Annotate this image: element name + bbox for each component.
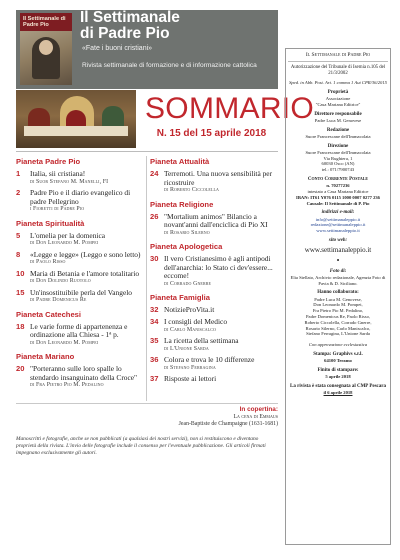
- article-author: di Stefano Ferragina: [164, 364, 216, 371]
- article-title: Maria di Betania e l'amore totalitario: [30, 268, 140, 278]
- toc-entry[interactable]: [16, 231, 144, 248]
- toc-entry[interactable]: [150, 254, 280, 288]
- page-number: 26: [150, 211, 159, 221]
- colophon-ccp-holder: intestato a Casa Mariana Editrice: [307, 188, 369, 194]
- page-number: 15: [16, 287, 25, 297]
- toc-entry[interactable]: [150, 305, 280, 315]
- page-number: 30: [150, 254, 159, 264]
- article-title: Colora e trova le 10 differenze: [164, 354, 255, 364]
- magazine-title-line2: di Padre Pio: [80, 25, 170, 42]
- toc-entry[interactable]: [150, 169, 280, 195]
- page-number: 5: [16, 230, 21, 240]
- divider: [16, 403, 278, 404]
- toc-right-column: [150, 156, 280, 384]
- issue-number: N. 15 del 15 aprile 2018: [156, 128, 267, 139]
- toc-entry[interactable]: [150, 212, 280, 238]
- divider: [16, 151, 278, 152]
- article-author: i Fioretti di Padre Pio: [30, 206, 85, 213]
- colophon-collaborator: Don Leonardo M. Pompei,: [313, 302, 363, 308]
- magazine-motto: «Fate i buoni cristiani»: [82, 45, 153, 52]
- article-author: di Don Dolindo Ruotolo: [30, 278, 91, 285]
- cover-credit-title: La cena di Emmaus: [233, 414, 278, 420]
- article-author: di Carlo Maniscalco: [164, 326, 217, 333]
- colophon-redazione-heading: Redazione: [326, 127, 350, 133]
- cover-credit: [150, 406, 278, 429]
- colophon: [288, 52, 388, 396]
- colophon-direzione-line: Suore Francescane dell'Immacolata: [305, 149, 371, 155]
- colophon-photos-heading: Foto di:: [329, 268, 347, 274]
- toc-entry[interactable]: [16, 288, 144, 305]
- article-author: di Padre Domenicus Re: [30, 297, 87, 304]
- colophon-ccp-heading: Conto Corrente Postale: [307, 176, 369, 182]
- toc-entry-body: [30, 289, 144, 305]
- article-author: di L'Unione Sarda: [164, 345, 209, 352]
- colophon-direzione-line: 60030 Osco (AN): [321, 161, 355, 167]
- colophon-direzione-line: Via Rughiera, 1: [323, 155, 353, 161]
- page-number: 37: [150, 373, 159, 383]
- colophon-collaborator: Rosario Silerno, Carlo Maniscalco,: [305, 325, 371, 331]
- colophon-autorizzazione: Autorizzazione del Tribunale di Isernia n.105 del 21/3/2002: [290, 65, 386, 76]
- colophon-direttore-heading: Direttore responsabile: [314, 111, 362, 117]
- toc-entry-body: [164, 318, 280, 334]
- colophon-causale: Causale: Il Settimanale di P. Pio: [306, 200, 370, 206]
- colophon-collaborator: Padre Domenicus Re, Paolo Risso,: [305, 313, 371, 319]
- colophon-collaborators-heading: Hanno collaborato:: [317, 290, 359, 296]
- magazine-description: Rivista settimanale di formazione e di informazione cattolica: [82, 62, 257, 69]
- colophon-direzione-heading: Direzione: [327, 143, 349, 149]
- toc-entry-body: [164, 255, 280, 288]
- colophon-redazione: Suore Francescane dell'Immacolata: [305, 133, 371, 139]
- toc-entry-body: [164, 375, 280, 384]
- cover-thumbnail-text: Il Settimanale di Padre Pio: [23, 16, 66, 29]
- article-author: di Paolo Risso: [30, 259, 66, 266]
- article-title: «Legge e legge» (Leggo e sono letto): [30, 249, 141, 259]
- toc-entry-body: [164, 356, 280, 372]
- toc-entry-body: [164, 306, 280, 315]
- article-title: I consigli del Medico: [164, 316, 228, 326]
- colophon-printed-heading: Finito di stampare:: [317, 367, 359, 373]
- article-title: Il vero Cristianesimo è agli antipodi dell'anarchia: lo Stato ci dev'essere... eccome!: [164, 254, 273, 281]
- colophon-ccp-number: n. 70277236: [326, 183, 350, 189]
- colophon-email-link[interactable]: info@settimanaleppio.it: [315, 216, 361, 222]
- section-heading: Pianeta Mariano: [16, 352, 75, 362]
- colophon-site-heading: sito web:: [328, 237, 348, 243]
- page-number: 2: [16, 188, 21, 197]
- separator-dot: •: [336, 255, 340, 265]
- colophon-proprieta-heading: Proprietà: [327, 89, 349, 95]
- column-divider: [146, 156, 147, 401]
- toc-entry-body: [30, 365, 144, 390]
- section-heading: Pianeta Padre Pio: [16, 157, 81, 166]
- toc-entry[interactable]: [150, 336, 280, 353]
- article-author: di Corrado Gnerre: [164, 280, 212, 287]
- colophon-proprieta: Associazione: [325, 96, 351, 101]
- toc-entry-body: [30, 323, 144, 348]
- article-author: di Suor Stefano M. Manelli, FI: [30, 178, 109, 185]
- toc-entry-body: [30, 189, 144, 214]
- section-heading: Pianeta Famiglia: [150, 293, 210, 303]
- toc-entry-body: [164, 213, 280, 238]
- toc-entry[interactable]: [150, 355, 280, 372]
- article-title: La ricetta della settimana: [164, 335, 239, 345]
- article-title: Padre Pio e il diario evangelico di padre Pellegrino: [30, 188, 131, 206]
- page-number: 8: [16, 249, 21, 259]
- article-author: di Rosario Silerno: [164, 229, 210, 236]
- article-author: di Fra Pietro Pio M. Pedalino: [30, 382, 104, 389]
- page-number: 36: [150, 354, 159, 364]
- toc-entry-body: [30, 251, 144, 267]
- colophon-direzione-phone: tel.: 071/7900743: [321, 167, 355, 173]
- toc-entry[interactable]: [16, 250, 144, 267]
- article-title: Italia, sii cristiana!: [30, 169, 86, 178]
- toc-entry[interactable]: [16, 169, 144, 186]
- cover-painting-image: [16, 90, 136, 148]
- article-title: Terremoti. Una nuova sensibilità per ricostruire: [164, 169, 273, 187]
- colophon-approval: Con approvazione ecclesiastica: [308, 342, 368, 348]
- page-number: 20: [16, 364, 25, 374]
- cover-credit-artist: Jean-Baptiste de Champaigne (1631-1681): [178, 421, 278, 428]
- toc-entry[interactable]: [16, 322, 144, 348]
- article-title: L'omelia per la domenica: [30, 230, 105, 240]
- toc-entry[interactable]: [150, 374, 280, 384]
- section-heading: Pianeta Catechesi: [16, 309, 81, 319]
- colophon-photos: Elia Stellato, Archivio redazionale, Agenzia Foto di Pavia & D. Siciliano.: [290, 274, 386, 286]
- article-title: NotizieProVita.it: [164, 305, 215, 315]
- magazine-title: [80, 10, 180, 42]
- article-title: Un'insostituibile perla del Vangelo: [30, 287, 132, 297]
- colophon-collaborator: Stefano Ferragina, L'Unione Sarda: [306, 331, 370, 337]
- toc-entry[interactable]: [150, 317, 280, 334]
- cover-credit-heading: In copertina:: [239, 406, 278, 413]
- colophon-email-heading: indirizzi e-mail:: [321, 210, 355, 216]
- colophon-proprieta-name: "Casa Mariana Editrice": [315, 101, 361, 107]
- article-title: "Porteranno sulle loro spalle lo stendardo insanguinato della Croce": [30, 364, 138, 382]
- disclaimer-text: Manoscritti e fotografie, anche se non pubblicati (a qualsiasi dei nostri servizi), non si restituiscono e diventano proprietà della rivista. L'invio delle fotografie include il consenso per l'eventuale pubblicazione. Gli articoli firmati impegnano esclusivamente gli autori.: [16, 436, 266, 456]
- page-title: SOMMARIO: [145, 92, 315, 125]
- article-author: di Don Leonardo M. Pompei: [30, 240, 99, 247]
- colophon-delivery-date: il 6 aprile 2018: [323, 390, 353, 396]
- colophon-email-link[interactable]: www.settimanaleppio.it: [316, 228, 360, 234]
- colophon-delivery-heading: La rivista è stata consegnata al CMP Pescara: [290, 383, 386, 389]
- section-heading: Pianeta Spiritualità: [16, 218, 85, 228]
- article-author: di Roberto Ciccolella: [164, 187, 220, 194]
- colophon-spedizione: Sped. in Abb. Post. Art. 1 comma 1 Aut CPR/36/2015: [289, 80, 387, 85]
- page-number: 34: [150, 316, 159, 326]
- section-heading: Pianeta Attualità: [150, 157, 210, 166]
- colophon-printer: 64100 Teramo: [324, 358, 352, 364]
- colophon-website-link[interactable]: www.settimanaleppio.it: [304, 246, 372, 255]
- colophon-title: Il Settimanale di Padre Pio: [288, 52, 388, 62]
- colophon-iban: IBAN: IT61 Y076 0115 1000 0007 0277 236: [296, 194, 380, 200]
- colophon-direttore: Padre Luca M. Genovese: [314, 117, 362, 123]
- toc-left-column: [16, 156, 144, 390]
- colophon-email-link[interactable]: redazione@settimanaleppio.it: [310, 222, 366, 228]
- toc-entry-body: [164, 170, 280, 195]
- page-number: 35: [150, 335, 159, 345]
- toc-entry[interactable]: [16, 188, 144, 214]
- toc-entry-body: [30, 270, 144, 286]
- colophon-collaborator: Padre Luca M. Genovese,: [314, 296, 362, 302]
- page-number: 32: [150, 305, 159, 315]
- article-author: di Don Leonardo M. Pompei: [30, 339, 99, 346]
- magazine-title-line1: Il Settimanale: [80, 9, 180, 26]
- colophon-collaborator: Roberto Ciccolella, Corrado Gnerre,: [304, 319, 372, 325]
- article-title: Le varie forme di appartenenza e ordinazione alla Chiesa - 1ª p.: [30, 321, 128, 340]
- colophon-printer-heading: Stampa: Graphivs s.r.l.: [313, 351, 363, 357]
- section-heading: Pianeta Religione: [150, 199, 214, 209]
- article-title: "Mortalium animos" Bilancio a novant'anni dall'enciclica di Pio XI: [164, 211, 268, 230]
- page-number: 18: [16, 321, 25, 331]
- page-number: 1: [16, 169, 21, 178]
- toc-entry[interactable]: [16, 364, 144, 390]
- toc-entry-body: [30, 232, 144, 248]
- page-number: 10: [16, 268, 25, 278]
- section-heading: Pianeta Apologetica: [150, 242, 223, 252]
- page-number: 24: [150, 169, 159, 178]
- article-title: Risposte ai lettori: [164, 373, 217, 383]
- colophon-collaborator: Fra Pietro Pio M. Pedalino,: [312, 308, 364, 314]
- toc-entry-body: [164, 337, 280, 353]
- toc-entry[interactable]: [16, 269, 144, 286]
- toc-entry-body: [30, 170, 144, 186]
- colophon-printed-date: 5 aprile 2018: [325, 374, 351, 380]
- cover-thumbnail: [20, 13, 72, 85]
